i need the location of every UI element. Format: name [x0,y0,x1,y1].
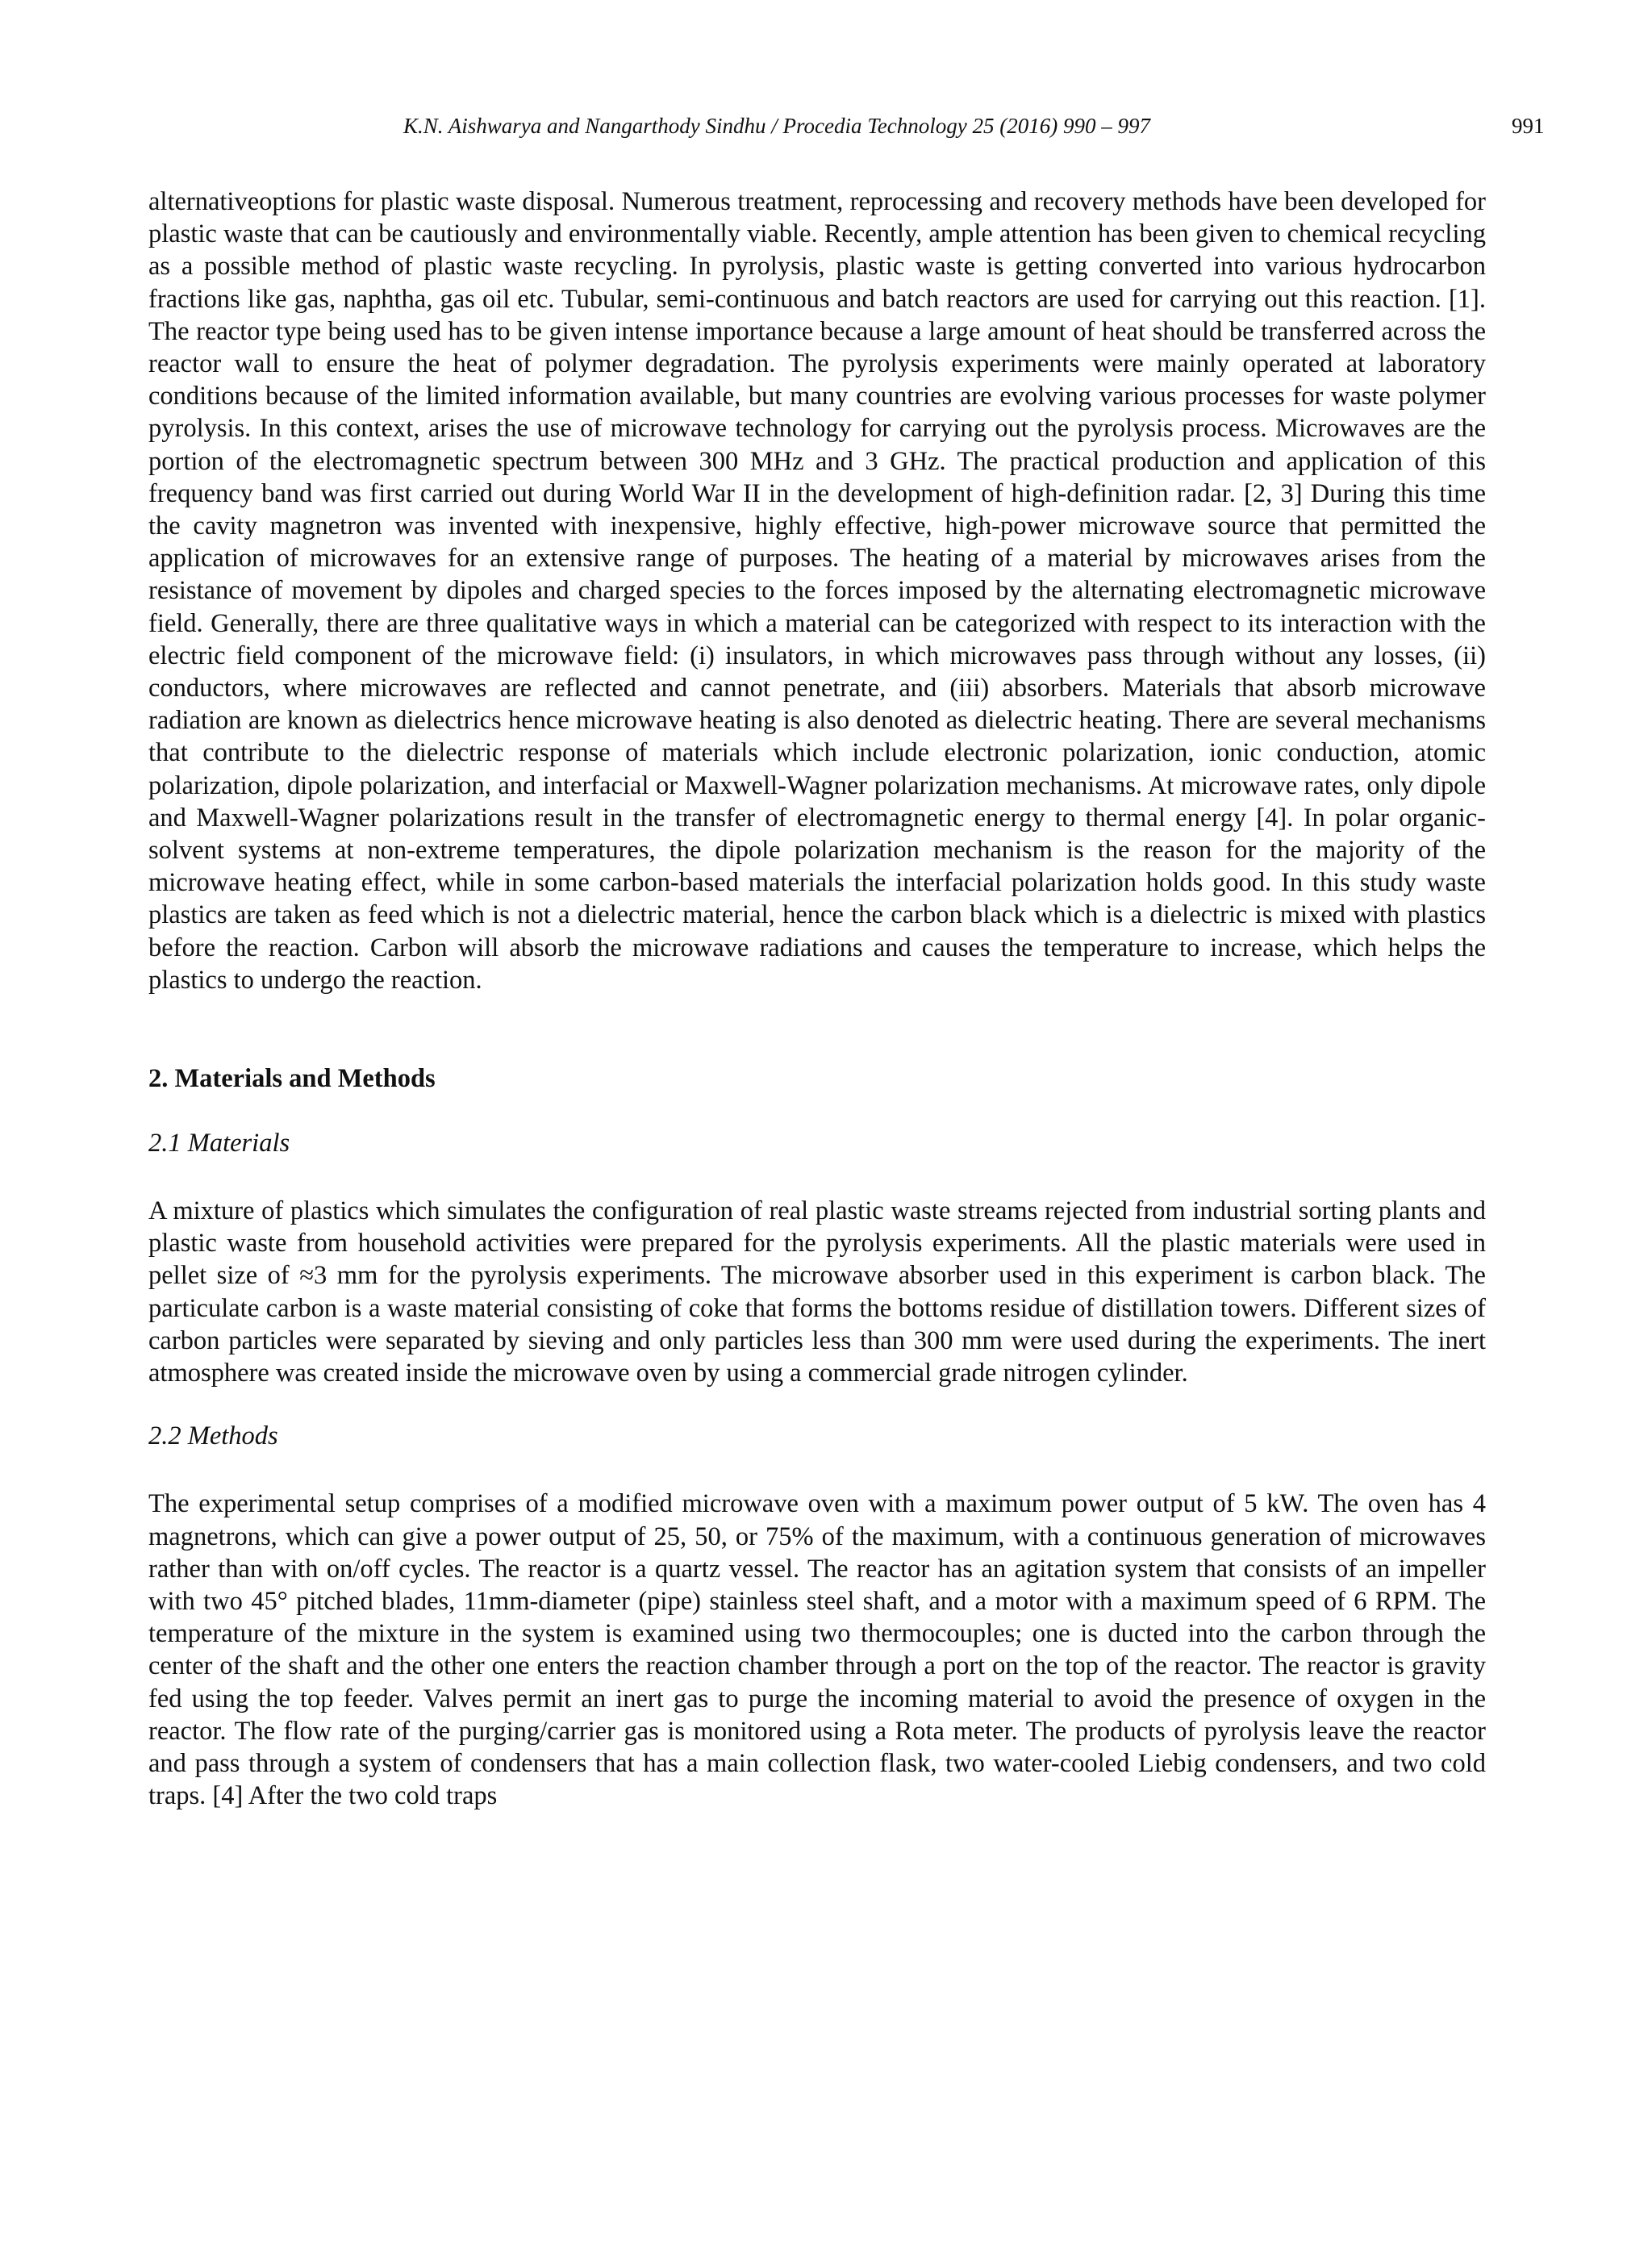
body-text [148,186,1486,1812]
spacer [148,1159,1486,1195]
methods-paragraph: The experimental setup comprises of a modified microwave oven with a maximum power output of 5 kW. The oven has 4 magnetrons, which can give a power output of 25, 50, or 75% of the maximum, with a continuous generation of microwaves rather than with on/off cycles. The reactor is a quartz vessel. The reactor has an agitation system that consists of an impeller with two 45° pitched blades, 11mm-diameter (pipe) stainless steel shaft, and a motor with a maximum speed of 6 RPM. The temperature of the mixture in the system is examined using two thermocouples; one is ducted into the carbon through the center of the shaft and the other one enters the reaction chamber through a port on the top of the reactor. The reactor is gravity fed using the top feeder. Valves permit an inert gas to purge the incoming material to avoid the presence of oxygen in the reactor. The flow rate of the purging/carrier gas is monitored using a Rota meter. The products of pyrolysis leave the reactor and pass through a system of condensers that has a main collection flask, two water-cooled Liebig condensers, and two cold traps. [4] After the two cold traps [148,1489,1486,1811]
spacer [148,1095,1486,1127]
spacer [148,1389,1486,1420]
section-heading-materials-and-methods: 2. Materials and Methods [148,1064,436,1094]
running-header [0,110,1652,142]
spacer [148,1452,1486,1488]
spacer [148,996,1486,1062]
page-number: 991 [1512,114,1545,138]
subsection-heading-materials: 2.1 Materials [148,1129,290,1158]
materials-paragraph: A mixture of plastics which simulates the configuration of real plastic waste streams rejected from industrial sorting plants and plastic waste from household activities were prepared for the pyrolysis experiments. All the plastic materials were used in pellet size of ≈3 mm for the pyrolysis experiments. The microwave absorber used in this experiment is carbon black. The particulate carbon is a waste material consisting of coke that forms the bottoms residue of distillation towers. Different sizes of carbon particles were separated by sieving and only particles less than 300 mm were used during the experiments. The inert atmosphere was created inside the microwave oven by using a commercial grade nitrogen cylinder. [148,1196,1486,1388]
intro-paragraph: alternativeoptions for plastic waste disposal. Numerous treatment, reprocessing and recovery methods have been developed for plastic waste that can be cautiously and environmentally viable. Recently, ample attention has been given to chemical recycling as a possible method of plastic waste recycling. In pyrolysis, plastic waste is getting converted into various hydrocarbon fractions like gas, naphtha, gas oil etc. Tubular, semi-continuous and batch reactors are used for carrying out this reaction. [1]. The reactor type being used has to be given intense importance because a large amount of heat should be transferred across the reactor wall to ensure the heat of polymer degradation. The pyrolysis experiments were mainly operated at laboratory conditions because of the limited information available, but many countries are evolving various processes for waste polymer pyrolysis. In this context, arises the use of microwave technology for carrying out the pyrolysis process. Microwaves are the portion of the electromagnetic spectrum between 300 MHz and 3 GHz. The practical production and application of this frequency band was first carried out during World War II in the development of high-definition radar. [2, 3] During this time the cavity magnetron was invented with inexpensive, highly effective, high-power microwave source that permitted the application of microwaves for an extensive range of purposes. The heating of a material by microwaves arises from the resistance of movement by dipoles and charged species to the forces imposed by the alternating electromagnetic microwave field. Generally, there are three qualitative ways in which a material can be categorized with respect to its interaction with the electric field component of the microwave field: (i) insulators, in which microwaves pass through without any losses, (ii) conductors, where microwaves are reflected and cannot penetrate, and (iii) absorbers. Materials that absorb microwave radiation are known as dielectrics hence microwave heating is also denoted as dielectric heating. There are several mechanisms that contribute to the dielectric response of materials which include electronic polarization, ionic conduction, atomic polarization, dipole polarization, and interfacial or Maxwell-Wagner polarization mechanisms. At microwave rates, only dipole and Maxwell-Wagner polarizations result in the transfer of electromagnetic energy to thermal energy [4]. In polar organic-solvent systems at non-extreme temperatures, the dipole polarization mechanism is the reason for the majority of the microwave heating effect, while in some carbon-based materials the interfacial polarization holds good. In this study waste plastics are taken as feed which is not a dielectric material, hence the carbon black which is a dielectric is mixed with plastics before the reaction. Carbon will absorb the microwave radiations and causes the temperature to increase, which helps the plastics to undergo the reaction. [148,187,1486,995]
running-title: K.N. Aishwarya and Nangarthody Sindhu / Procedia Technology 25 (2016) 990 – 997 [403,114,1150,138]
subsection-heading-methods: 2.2 Methods [148,1421,278,1451]
